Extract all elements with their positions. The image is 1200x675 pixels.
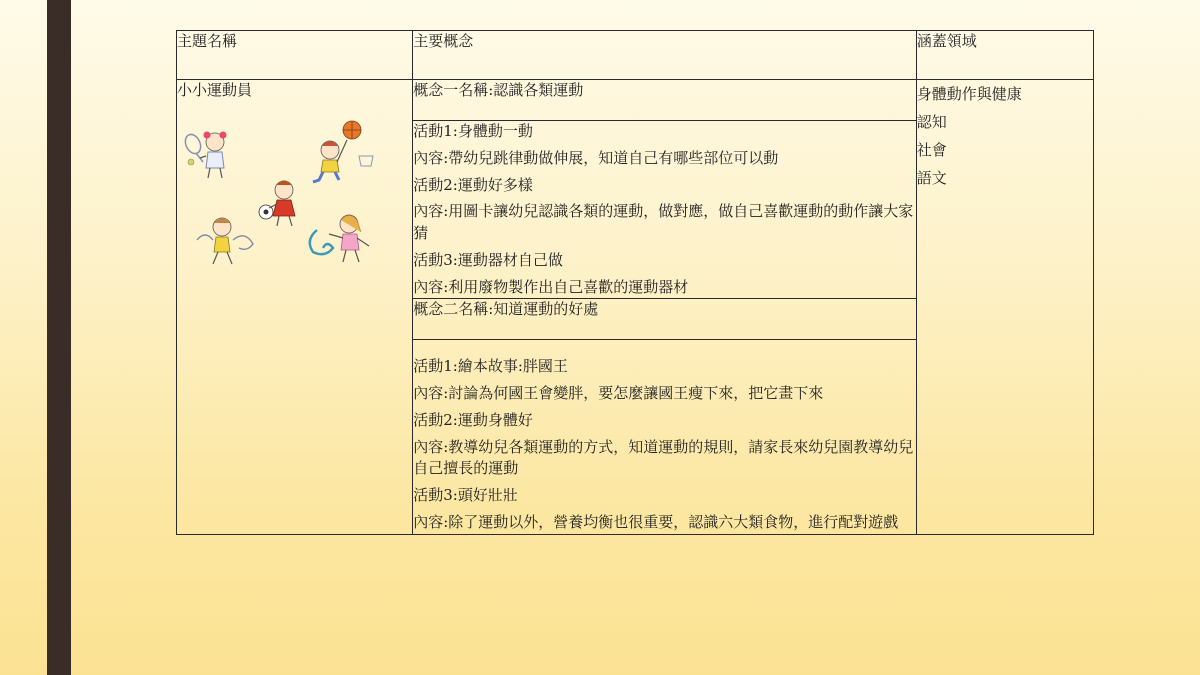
- domain-item: 語文: [916, 169, 947, 187]
- activity-line: 內容:利用廢物製作出自己喜歡的運動器材: [413, 277, 689, 296]
- domain-item: 認知: [916, 113, 947, 131]
- concept1-activities: [413, 121, 917, 299]
- activity-line: 內容:討論為何國王會變胖，要怎麼讓國王瘦下來，把它畫下來: [413, 384, 824, 402]
- curriculum-table: [176, 30, 1094, 535]
- domain-item: 社會: [916, 141, 947, 159]
- activity-line: 內容:教導幼兒各類運動的方式，知道運動的規則，請家長來幼兒園教導幼兒自己擅長的運動: [413, 437, 914, 478]
- basketball-kid-icon: [313, 121, 373, 182]
- tennis-kid-icon: [182, 131, 226, 178]
- concept2-activities: [413, 340, 917, 534]
- activity-line: 活動2:運動身體好: [413, 410, 533, 429]
- concept1-title-row: [177, 80, 1094, 121]
- domain-item: 身體動作與健康: [916, 85, 1022, 103]
- soccer-kid-icon: [259, 180, 295, 226]
- activity-line: 活動2:運動好多樣: [413, 175, 533, 194]
- activity-line: 活動1:身體動一動: [413, 122, 533, 140]
- header-concept: 主要概念: [413, 31, 917, 80]
- header-row: [177, 31, 1094, 80]
- header-domain: 涵蓋領域: [916, 31, 1093, 80]
- concept2-title: 概念二名稱:知道運動的好處: [413, 299, 917, 340]
- side-accent-bar: [47, 0, 71, 675]
- kids-playing-sports-illustration: [177, 112, 377, 272]
- activity-line: 內容:帶幼兒跳律動做伸展，知道自己有哪些部位可以動: [413, 148, 779, 167]
- activity-line: 活動1:繪本故事:胖國王: [413, 357, 568, 376]
- activity-line: 活動3:頭好壯壯: [413, 486, 518, 504]
- ribbon-kid-icon: [197, 218, 253, 264]
- header-theme: 主題名稱: [177, 31, 413, 80]
- theme-name: 小小運動員: [177, 81, 253, 99]
- activity-line: 內容:用圖卡讓幼兒認識各類的運動，做對應，做自己喜歡運動的動作讓大家猜: [413, 202, 914, 242]
- concept1-title: 概念一名稱:認識各類運動: [413, 80, 917, 121]
- domain-cell: [916, 80, 1093, 535]
- activity-line: 活動3:運動器材自己做: [413, 250, 563, 269]
- activity-line: 內容:除了運動以外，營養均衡也很重要，認識六大類食物，進行配對遊戲: [413, 512, 899, 531]
- gymnast-kid-icon: [310, 215, 369, 262]
- theme-cell: [177, 80, 413, 535]
